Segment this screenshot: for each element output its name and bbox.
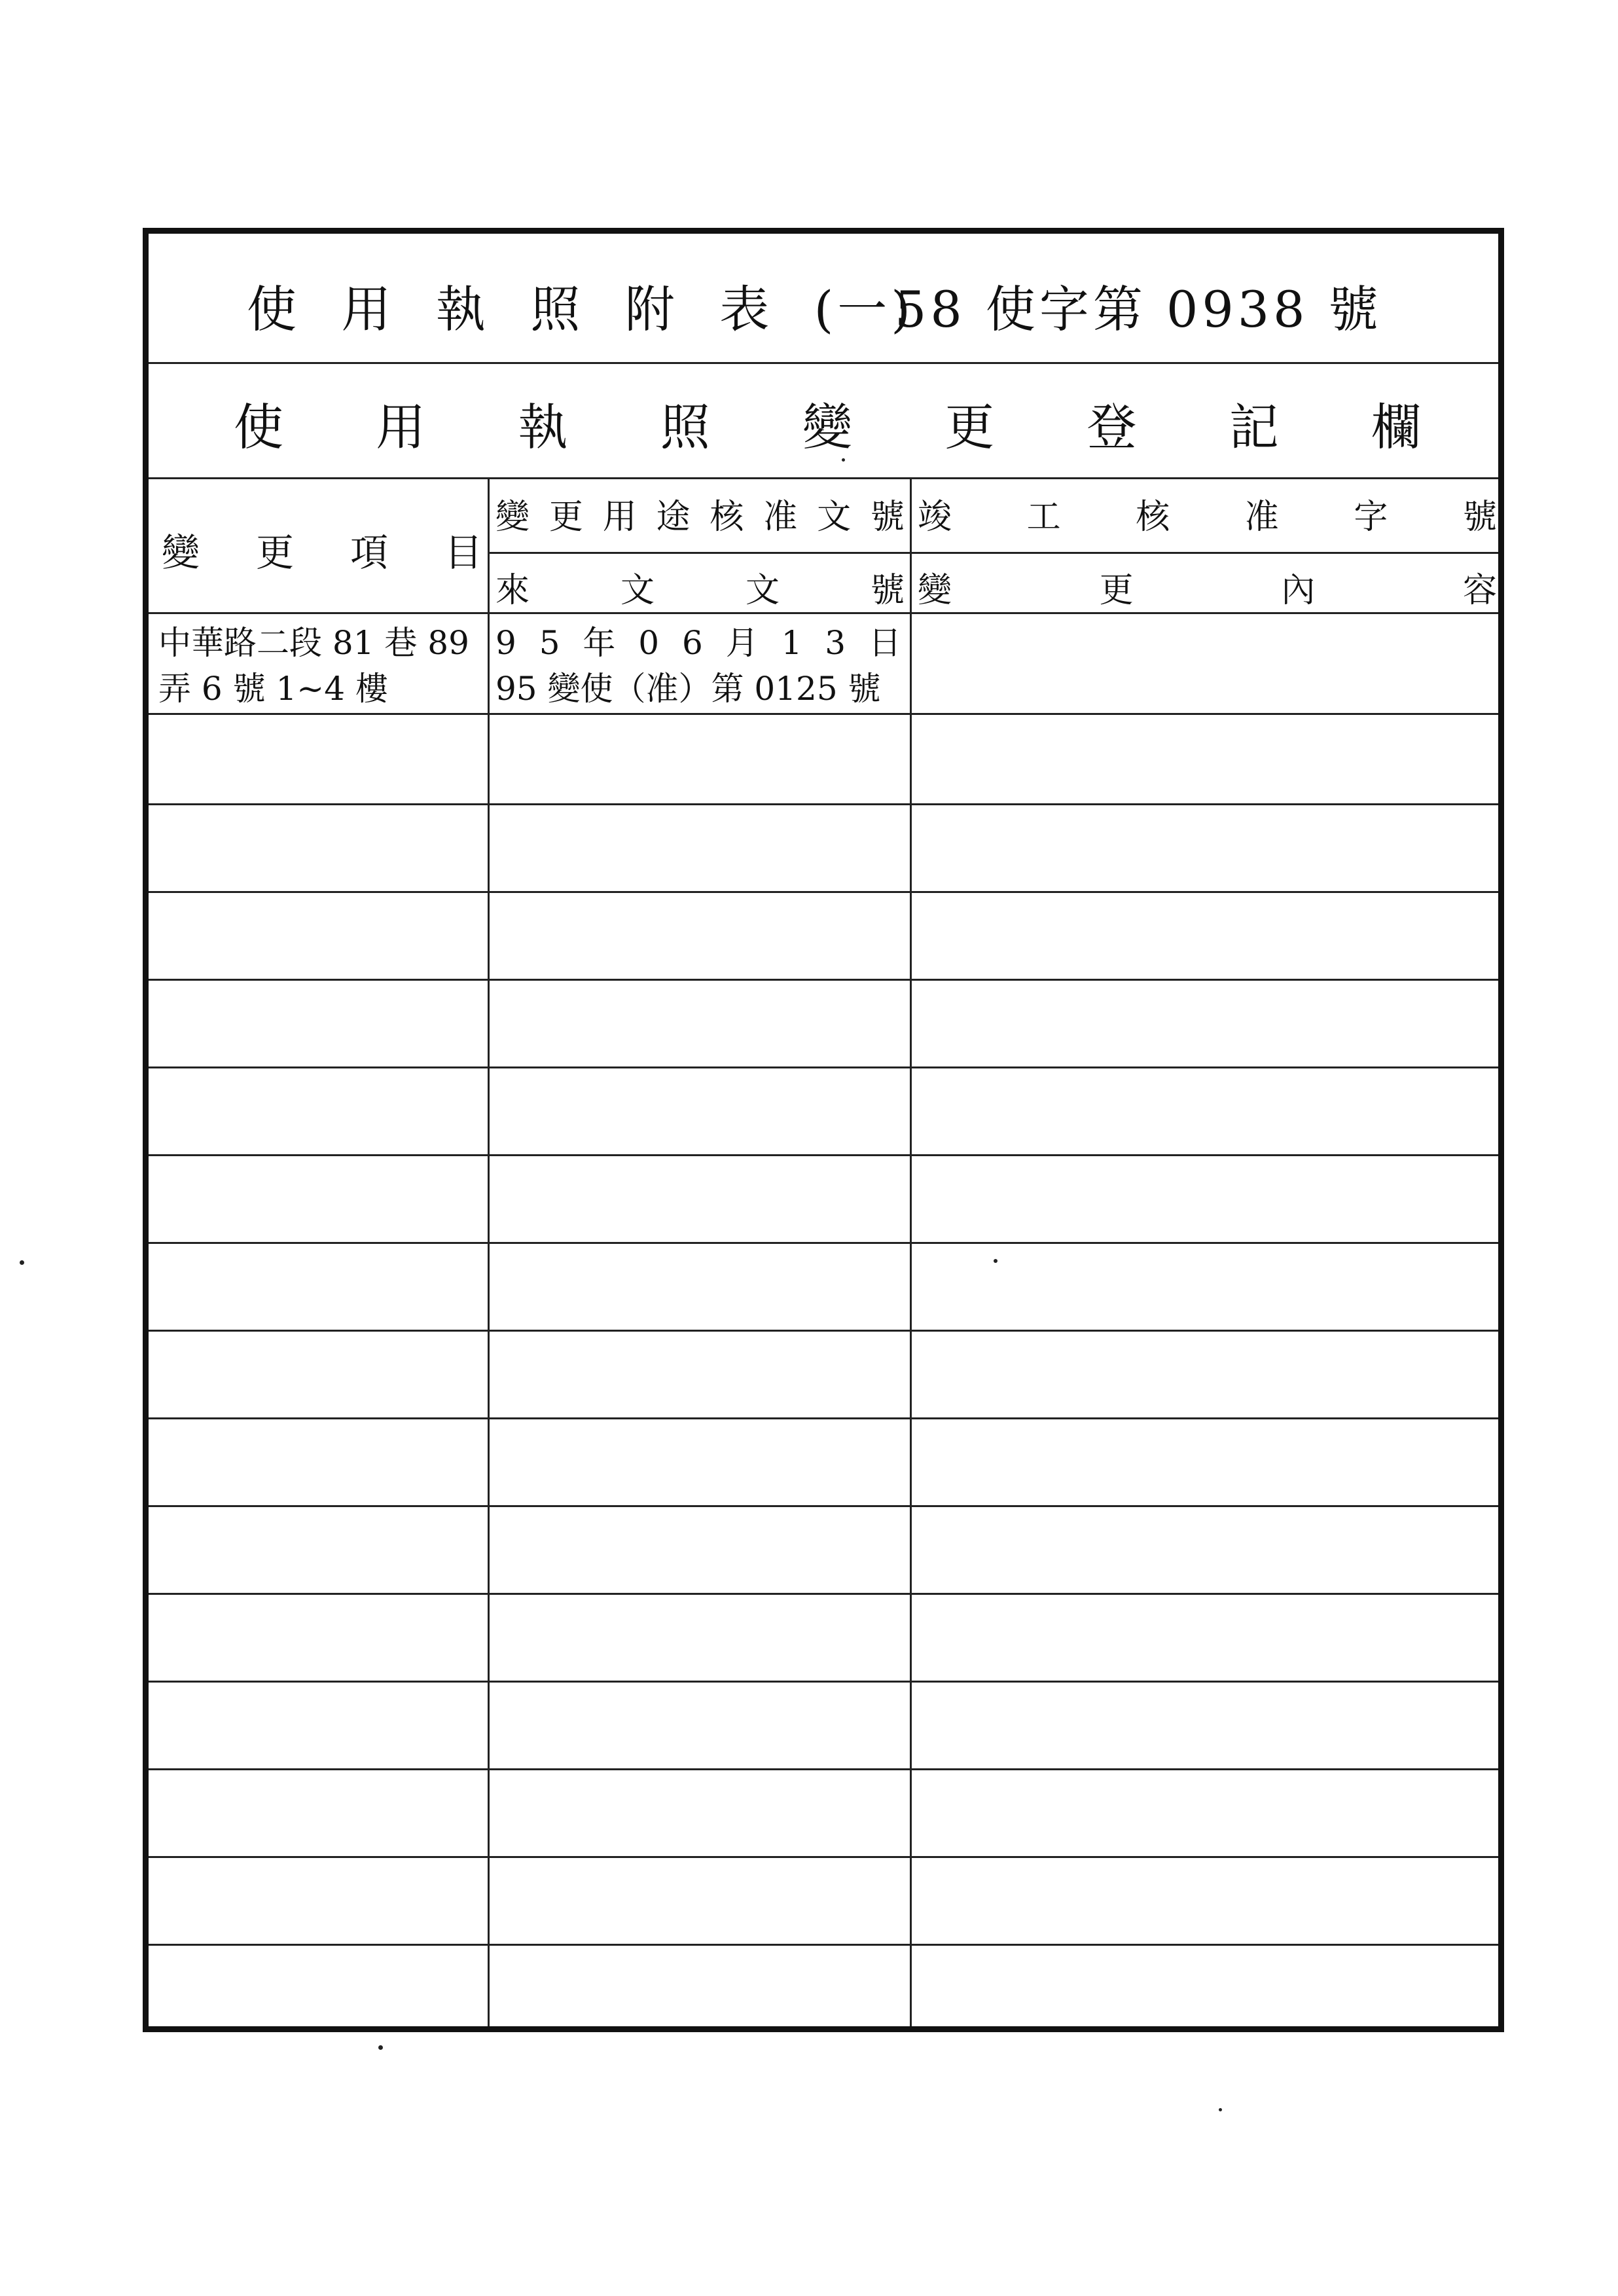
column-divider <box>910 477 912 2026</box>
header-completion-no <box>918 489 1497 538</box>
header-char: 准 <box>1244 498 1279 537</box>
header-char: 內 <box>1281 571 1316 610</box>
license-change-form <box>143 228 1504 2032</box>
header-char: 號 <box>870 498 905 537</box>
header-char: 更 <box>1099 571 1134 610</box>
row-divider <box>149 1681 1498 1683</box>
header-char: 用 <box>602 498 637 537</box>
scan-speck <box>842 458 845 462</box>
form-subtitle <box>234 388 1425 459</box>
header-char: 途 <box>656 498 691 537</box>
row-divider <box>149 891 1498 893</box>
row-divider <box>149 979 1498 981</box>
row-divider <box>149 1944 1498 1946</box>
date-char: 5 <box>539 624 560 662</box>
header-char: 號 <box>1462 498 1497 537</box>
header-char: 文 <box>745 571 780 610</box>
date-char: 1 <box>781 624 802 662</box>
header-incoming-no <box>495 562 905 611</box>
title-char: 用 <box>341 280 395 338</box>
subtitle-char: 變 <box>802 398 856 456</box>
date-char: 3 <box>825 624 846 662</box>
license-number: 58 使字第 0938 號 <box>895 280 1382 338</box>
row-divider <box>149 1330 1498 1332</box>
header-char: 容 <box>1462 571 1497 610</box>
row-divider <box>149 1856 1498 1858</box>
row-divider <box>149 1242 1498 1244</box>
row1-approval-date <box>495 620 901 666</box>
divider <box>149 362 1498 364</box>
header-char: 准 <box>763 498 798 537</box>
row-divider <box>149 803 1498 805</box>
row-divider <box>149 1154 1498 1156</box>
header-char: 文 <box>817 498 852 537</box>
title-char: 附 <box>624 280 679 338</box>
subtitle-char: 更 <box>944 398 999 456</box>
row1-doc-number: 95 變使（准）第 0125 號 <box>495 670 881 708</box>
title-char: 使 <box>247 280 300 338</box>
row-divider <box>149 1768 1498 1770</box>
header-char: 變 <box>162 530 200 575</box>
scan-speck <box>1219 2108 1222 2111</box>
divider <box>149 713 1498 715</box>
divider <box>149 477 1498 479</box>
form-title <box>247 270 914 341</box>
scan-speck <box>994 1259 998 1263</box>
header-char: 文 <box>620 571 655 610</box>
header-char: 項 <box>350 530 388 575</box>
header-char: 變 <box>918 571 952 610</box>
title-char: 表 <box>719 280 774 338</box>
subtitle-char: 登 <box>1087 398 1141 456</box>
date-char: 月 <box>725 624 759 662</box>
header-char: 字 <box>1354 498 1388 537</box>
row-divider <box>149 1593 1498 1595</box>
subtitle-char: 欄 <box>1371 398 1425 456</box>
column-divider <box>488 477 490 2026</box>
header-char: 竣 <box>918 498 952 537</box>
header-char: 工 <box>1026 498 1061 537</box>
header-approval-no <box>495 489 905 538</box>
subtitle-char: 使 <box>234 398 287 456</box>
header-change-item <box>162 522 482 577</box>
date-char: 年 <box>583 624 616 662</box>
date-char: 0 <box>638 624 660 662</box>
date-char: 日 <box>869 624 901 662</box>
title-char: 照 <box>530 280 584 338</box>
date-char: 9 <box>495 624 516 662</box>
header-char: 來 <box>495 571 530 610</box>
divider <box>489 552 1498 554</box>
header-char: 目 <box>444 530 482 575</box>
scan-speck <box>378 2045 383 2050</box>
header-char: 核 <box>1136 498 1170 537</box>
row-divider <box>149 1417 1498 1419</box>
header-char: 號 <box>870 571 905 610</box>
header-char: 變 <box>495 498 530 537</box>
subtitle-char: 執 <box>518 398 572 456</box>
subtitle-char: 照 <box>660 398 714 456</box>
date-char: 6 <box>682 624 703 662</box>
header-change-content <box>918 562 1497 611</box>
subtitle-char: 用 <box>376 398 430 456</box>
row1-change-item-line1: 中華路二段 81 巷 89 <box>158 624 469 662</box>
row-divider <box>149 1066 1498 1068</box>
header-char: 更 <box>548 498 583 537</box>
header-char: 更 <box>255 530 294 575</box>
divider <box>149 612 1498 614</box>
row1-change-item-line2: 弄 6 號 1~4 樓 <box>158 670 388 708</box>
scan-speck <box>20 1260 24 1265</box>
subtitle-char: 記 <box>1229 398 1283 456</box>
header-char: 核 <box>710 498 744 537</box>
title-char: 執 <box>435 280 490 338</box>
title-char: (一) <box>814 280 914 338</box>
row-divider <box>149 1505 1498 1507</box>
